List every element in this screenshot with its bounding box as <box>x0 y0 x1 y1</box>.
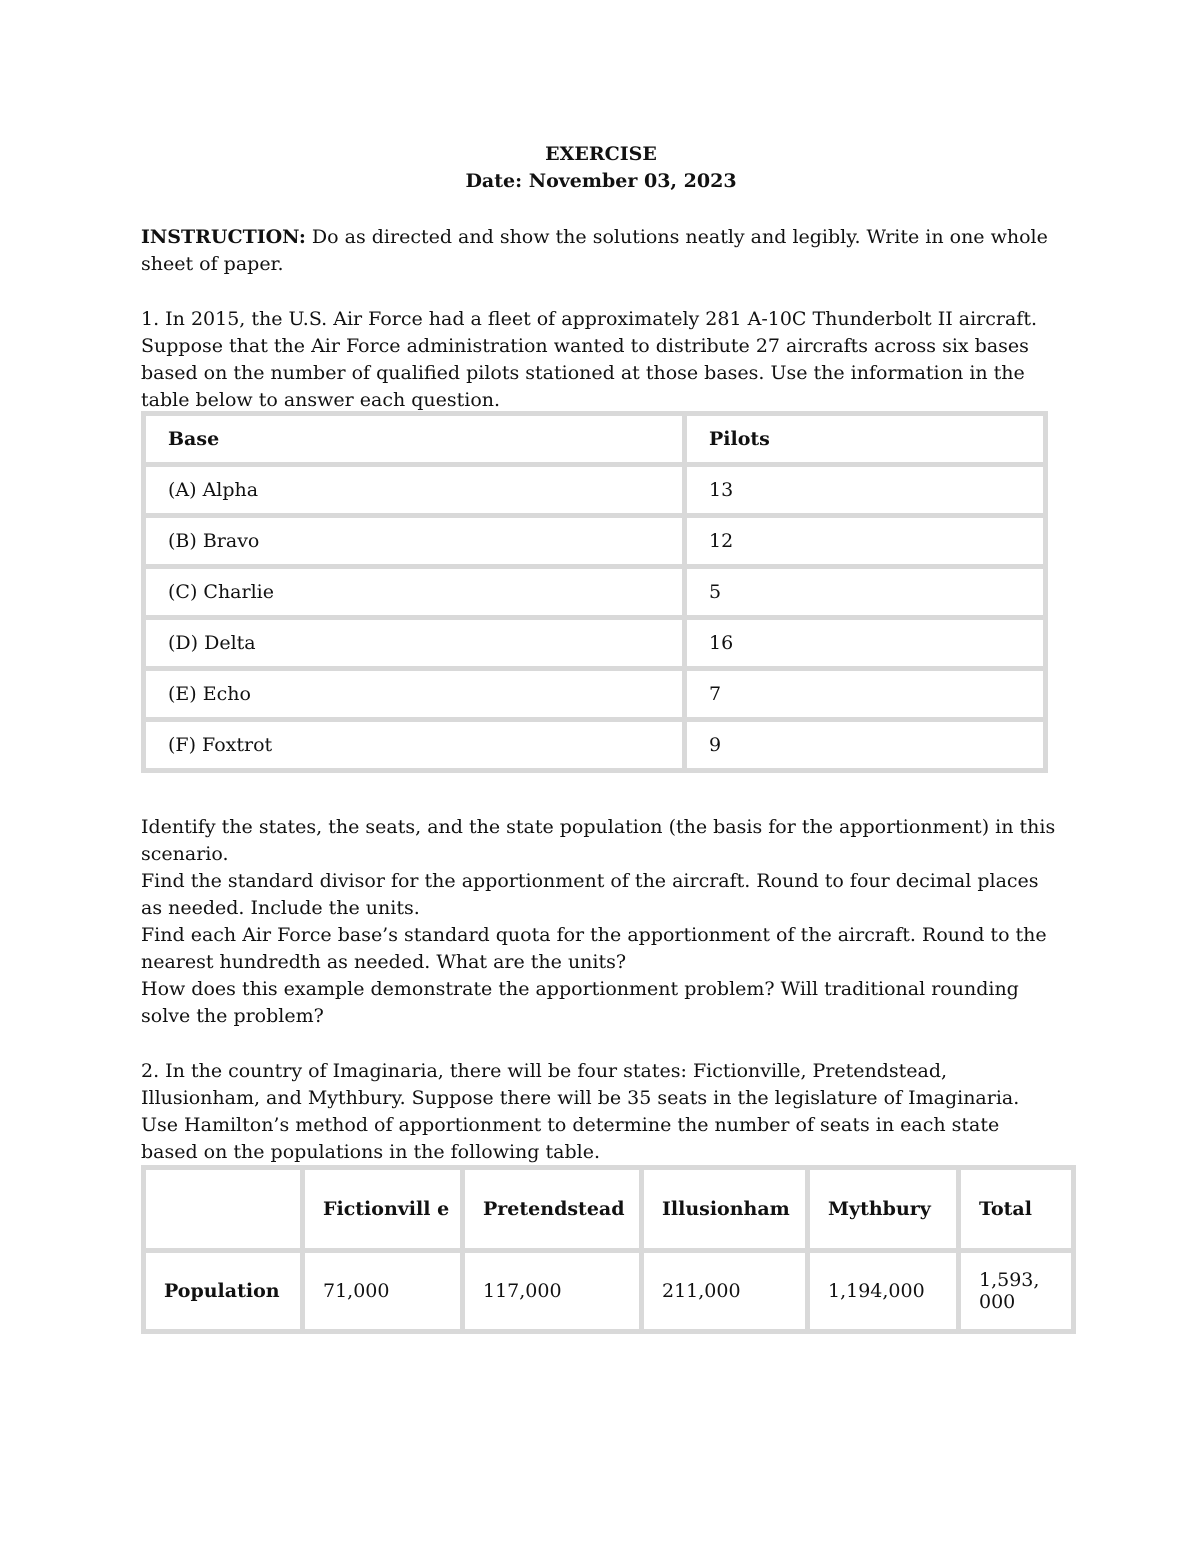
instruction-label: INSTRUCTION: <box>141 226 306 248</box>
table-row <box>146 722 1043 768</box>
header-illusionham: Illusionham <box>644 1170 805 1248</box>
base-cell: (A) Alpha <box>146 467 682 513</box>
pilots-cell: 13 <box>687 467 1043 513</box>
base-cell: (D) Delta <box>146 620 682 666</box>
population-table <box>141 1165 1076 1334</box>
header-base: Base <box>146 416 682 462</box>
q1-question-3: Find each Air Force base’s standard quota for the apportionment of the aircraft. Round to the nearest hundredth as needed. What are the units? <box>141 924 1047 973</box>
instruction-text: Do as directed and show the solutions neatly and legibly. Write in one whole sheet of paper. <box>141 226 1048 275</box>
header-empty-cell <box>146 1170 300 1248</box>
total-population: 1,593, 000 <box>961 1253 1071 1329</box>
base-cell: (B) Bravo <box>146 518 682 564</box>
pretendstead-population: 117,000 <box>465 1253 639 1329</box>
fictionville-population: 71,000 <box>305 1253 460 1329</box>
q1-question-2: Find the standard divisor for the apportionment of the aircraft. Round to four decimal places as needed. Include the units. <box>141 870 1039 919</box>
table-row <box>146 620 1043 666</box>
pilots-cell: 7 <box>687 671 1043 717</box>
pilots-table <box>141 411 1048 773</box>
header-pretendstead: Pretendstead <box>465 1170 639 1248</box>
header-total: Total <box>961 1170 1071 1248</box>
header-pilots: Pilots <box>687 416 1043 462</box>
q2-intro: 2. In the country of Imaginaria, there will be four states: Fictionville, Pretendstead, Illusionham, and Mythbury. Suppose there will be 35 seats in the legislature of Imaginaria. Use Hamilton’s method of apportionment to determine the number of seats in each state based on the populations in the following table. <box>141 1060 1020 1163</box>
table-row <box>146 467 1043 513</box>
row-label-population: Population <box>146 1253 300 1329</box>
table-header-row <box>146 1170 1071 1248</box>
pilots-cell: 9 <box>687 722 1043 768</box>
header-mythbury: Mythbury <box>810 1170 956 1248</box>
mythbury-population: 1,194,000 <box>810 1253 956 1329</box>
doc-title: EXERCISE <box>545 143 657 165</box>
base-cell: (C) Charlie <box>146 569 682 615</box>
instruction-paragraph <box>141 224 1061 278</box>
table-row <box>146 569 1043 615</box>
header-fictionville: Fictionvill e <box>305 1170 460 1248</box>
table-row <box>146 1253 1071 1329</box>
table-header-row <box>146 416 1043 462</box>
illusionham-population: 211,000 <box>644 1253 805 1329</box>
pilots-cell: 16 <box>687 620 1043 666</box>
pilots-cell: 5 <box>687 569 1043 615</box>
q1-intro: 1. In 2015, the U.S. Air Force had a fleet of approximately 281 A-10C Thunderbolt II aircraft. Suppose that the Air Force administration wanted to distribute 27 aircrafts across six bases based on the number of qualified pilots stationed at those bases. Use the information in the table below to answer each question. <box>141 308 1038 411</box>
doc-date: Date: November 03, 2023 <box>465 170 737 192</box>
table-row <box>146 671 1043 717</box>
pilots-cell: 12 <box>687 518 1043 564</box>
base-cell: (E) Echo <box>146 671 682 717</box>
q1-question-4: How does this example demonstrate the apportionment problem? Will traditional rounding solve the problem? <box>141 978 1019 1027</box>
table-row <box>146 518 1043 564</box>
q1-question-1: Identify the states, the seats, and the state population (the basis for the apportionment) in this scenario. <box>141 816 1056 865</box>
base-cell: (F) Foxtrot <box>146 722 682 768</box>
